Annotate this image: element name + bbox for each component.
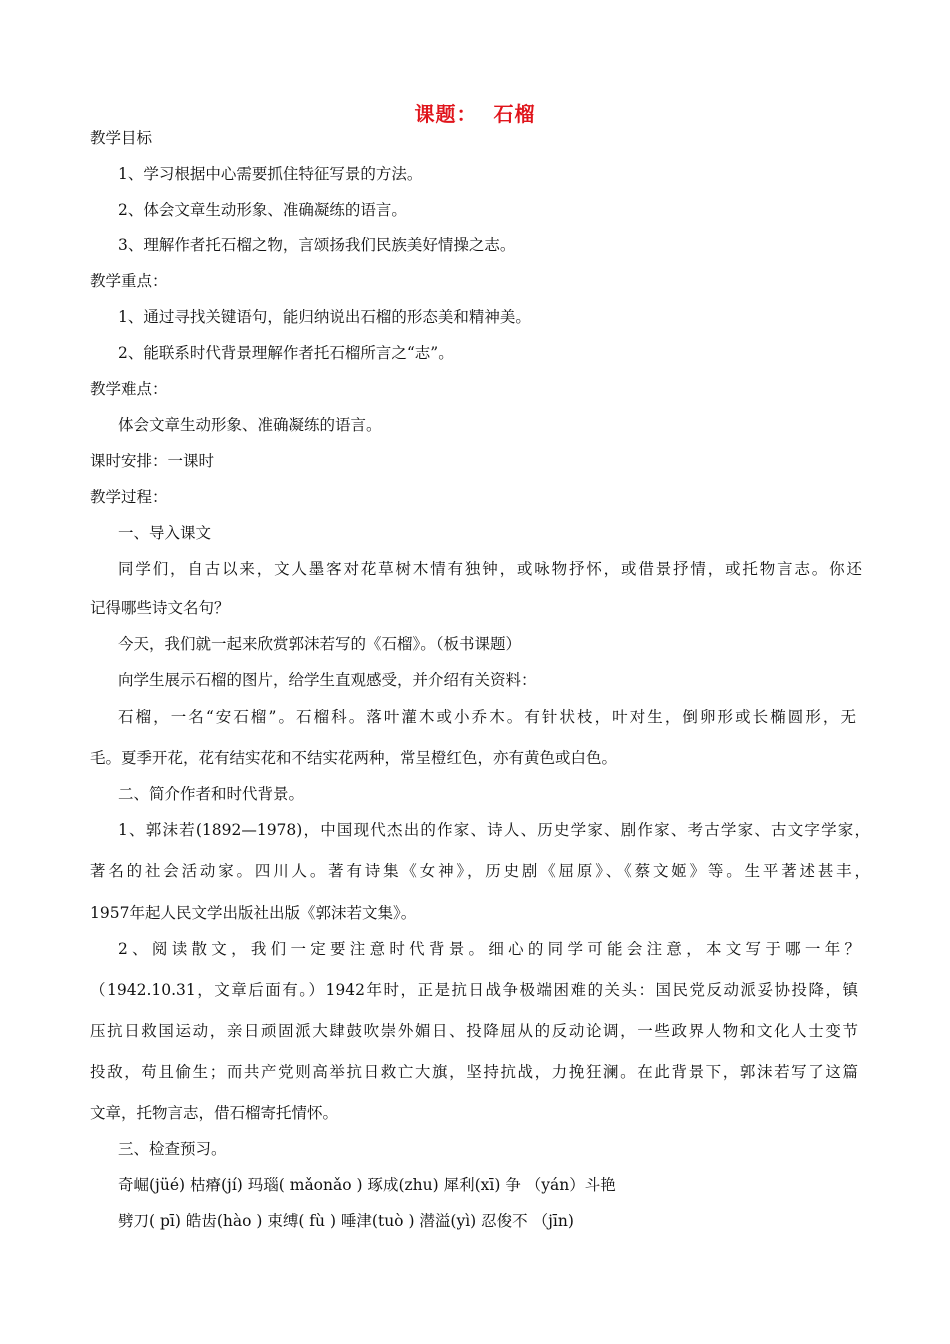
section-heading-process: 教学过程： <box>90 488 168 506</box>
document-title: 课题： 石榴 <box>414 102 536 126</box>
paragraph-line: 毛。夏季开花，花有结实花和不结实花两种，常呈橙红色，亦有黄色或白色。 <box>90 749 618 767</box>
vocabulary-line: 劈刀( pī) 皓齿(hào ) 束缚( fù ) 唾津(tuò ) 潜溢(yì) 忍俊不 （jīn) <box>118 1212 574 1230</box>
paragraph-line: 同学们，自古以来，文人墨客对花草树木情有独钟，或咏物抒怀，或借景抒情，或托物言志。你还 <box>118 560 862 578</box>
paragraph-line: 压抗日救国运动，亲日顽固派大肆鼓吹崇外媚日、投降屈从的反动论调，一些政界人物和文化人士变节 <box>90 1022 858 1040</box>
objective-item: 1、学习根据中心需要抓住特征写景的方法。 <box>118 165 423 183</box>
process-step-heading: 一、导入课文 <box>118 524 212 542</box>
difficulty-item: 体会文章生动形象、准确凝练的语言。 <box>118 416 382 434</box>
schedule-line: 课时安排：一课时 <box>90 452 215 470</box>
paragraph-line: 石榴，一名“安石榴”。石榴科。落叶灌木或小乔木。有针状枝，叶对生，倒卵形或长椭圆形，无 <box>118 708 856 726</box>
paragraph-line: 1957年起人民文学出版社出版《郭沫若文集》。 <box>90 904 417 922</box>
paragraph-line: 投敌，苟且偷生；而共产党则高举抗日救亡大旗，坚持抗战，力挽狂澜。在此背景下，郭沫若写了这篇 <box>90 1063 858 1081</box>
paragraph-line: 记得哪些诗文名句？ <box>90 599 230 617</box>
section-heading-objectives: 教学目标 <box>90 129 153 147</box>
paragraph-line: 1、郭沫若(1892—1978)，中国现代杰出的作家、诗人、历史学家、剧作家、考古学家、古文字学家， <box>118 821 870 839</box>
key-point-item: 1、通过寻找关键语句，能归纳说出石榴的形态美和精神美。 <box>118 308 531 326</box>
paragraph-line: 向学生展示石榴的图片，给学生直观感受，并介绍有关资料： <box>118 671 537 689</box>
paragraph-line: （1942.10.31，文章后面有。）1942年时，正是抗日战争极端困难的关头：国民党反动派妥协投降，镇 <box>90 981 858 999</box>
section-heading-key-points: 教学重点： <box>90 272 168 290</box>
objective-item: 3、理解作者托石榴之物，言颂扬我们民族美好情操之志。 <box>118 236 516 254</box>
process-step-heading: 二、简介作者和时代背景。 <box>118 785 305 803</box>
objective-item: 2、体会文章生动形象、准确凝练的语言。 <box>118 201 407 219</box>
process-step-heading: 三、检查预习。 <box>118 1140 227 1158</box>
paragraph-line: 著名的社会活动家。四川人。著有诗集《女神》，历史剧《屈原》、《蔡文姬》等。生平著述甚丰， <box>90 862 870 880</box>
paragraph-line: 今天，我们就一起来欣赏郭沫若写的《石榴》。（板书课题） <box>118 635 522 653</box>
paragraph-line: 文章，托物言志，借石榴寄托情怀。 <box>90 1104 339 1122</box>
section-heading-difficulties: 教学难点： <box>90 380 168 398</box>
key-point-item: 2、能联系时代背景理解作者托石榴所言之“志”。 <box>118 344 454 362</box>
vocabulary-line: 奇崛(jüé) 枯瘠(jí) 玛瑙( mǎonǎo ) 琢成(zhu) 犀利(xī) 争 （yán）斗艳 <box>118 1176 616 1194</box>
paragraph-line: 2、阅读散文，我们一定要注意时代背景。细心的同学可能会注意，本文写于哪一年？ <box>118 940 860 958</box>
